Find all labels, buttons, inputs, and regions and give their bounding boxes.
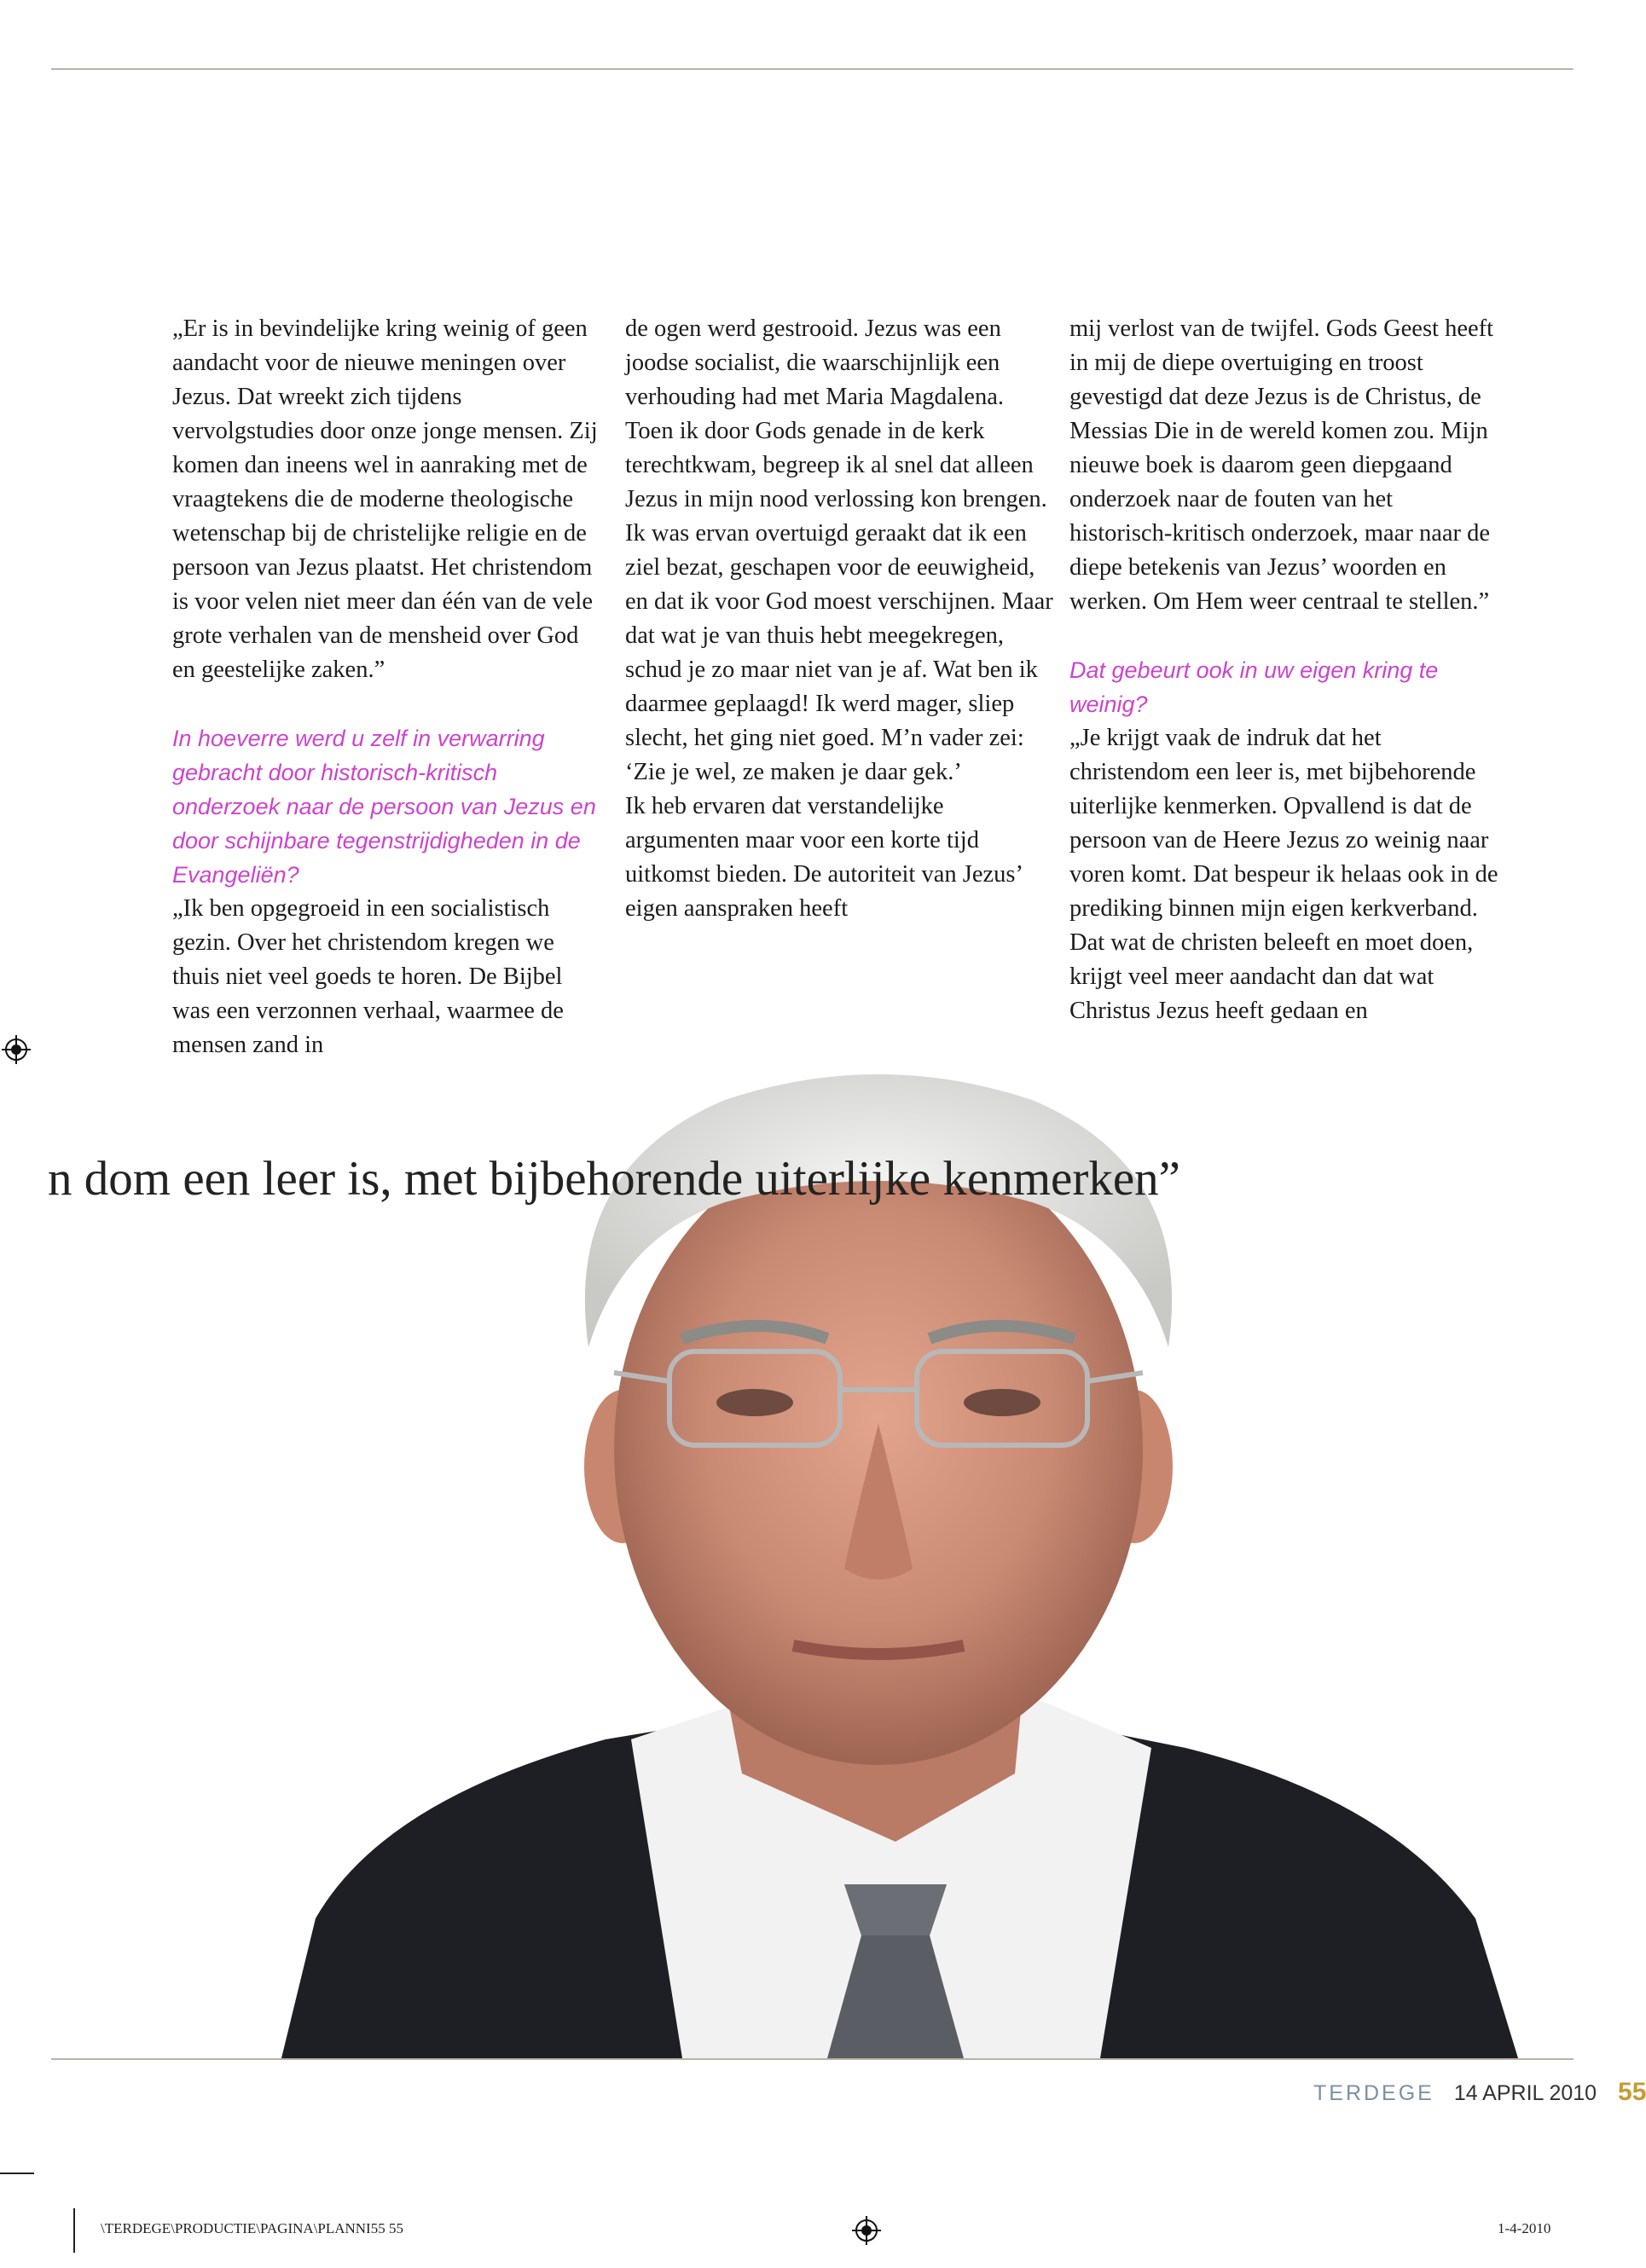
footer-magazine-name: TERDEGE	[1313, 2081, 1434, 2105]
footer-date: 14 APRIL 2010	[1453, 2081, 1597, 2105]
print-slug-date: 1-4-2010	[1498, 2220, 1551, 2236]
column-2-paragraph-1: de ogen werd gestrooid. Jezus was een joodse socialist, die waarschijnlijk een verhouding had met Maria Magdalena.	[625, 315, 1004, 410]
column-1-paragraph-2: „Ik ben opgegroeid in een socialistisch gezin. Over het christendom kregen we thuis niet veel goeds te horen. De Bijbel was een verzonnen verhaal, waarmee de mensen zand in	[172, 895, 564, 1058]
crop-mark	[0, 2173, 34, 2174]
article-column-3	[1069, 312, 1500, 1028]
portrait-photo	[281, 1066, 1518, 2058]
page-frame-bottom	[51, 2058, 1574, 2060]
column-3-paragraph-1: mij verlost van de twijfel. Gods Geest heeft in mij de diepe overtuiging en troost gevestigd dat deze Jezus is de Christus, de Messias Die in de wereld komen zou. Mijn nieuwe boek is daarom geen diepgaand onderzoek naar de fouten van het historisch-kritisch onderzoek, maar naar de diepe betekenis van Jezus’ woorden en werken. Om Hem weer centraal te stellen.”	[1069, 315, 1494, 615]
column-1-paragraph-1: „Er is in bevindelijke kring weinig of geen aandacht voor de nieuwe meningen over Jezus. Dat wreekt zich tijdens vervolgstudies door onze jonge mensen. Zij komen dan ineens wel in aanraking met de vraagtekens die de moderne theologische wetenschap bij de christelijke religie en de persoon van Jezus plaatst. Het christendom is voor velen niet meer dan één van de vele grote verhalen van de mensheid over God en geestelijke zaken.”	[172, 315, 598, 683]
interview-question-1: In hoeverre werd u zelf in verwarring gebracht door historisch-kritisch onderzoek naar de persoon van Jezus en door schijnbare tegenstrijdigheden in de Evangeliën?	[172, 726, 596, 888]
column-3-paragraph-2: „Je krijgt vaak de indruk dat het christendom een leer is, met bijbehorende uiterlijke kenmerken. Opvallend is dat de persoon van de Heere Jezus zo weinig naar voren komt. Dat bespeur ik helaas ook in de prediking binnen mijn eigen kerkverband. Dat wat de christen beleeft en moet doen, krijgt veel meer aandacht dan dat wat Christus Jezus heeft gedaan en	[1069, 725, 1498, 1024]
slug-rule	[73, 2208, 75, 2253]
registration-mark-icon	[852, 2216, 881, 2245]
page-number: 55	[1618, 2078, 1646, 2106]
page-footer	[1313, 2079, 1646, 2107]
interview-question-2: Dat gebeurt ook in uw eigen kring te weinig?	[1069, 657, 1439, 717]
pull-quote: n dom een leer is, met bijbehorende uiterlijke kenmerken”	[48, 1152, 1180, 1206]
column-2-paragraph-2: Toen ik door Gods genade in de kerk terechtkwam, begreep ik al snel dat alleen Jezus in mijn nood verlossing kon brengen. Ik was ervan overtuigd geraakt dat ik een ziel bezat, geschapen voor de eeuwigheid, en dat ik voor God moest verschijnen. Maar dat wat je van thuis hebt meegekregen, schud je zo maar niet van je af. Wat ben ik daarmee geplaagd! Ik werd mager, sliep slecht, het ging niet goed. M’n vader zei: ‘Zie je wel, ze maken je daar gek.’	[625, 418, 1053, 785]
column-2-paragraph-3: Ik heb ervaren dat verstandelijke argumenten maar voor een korte tijd uitkomst bieden. De autoriteit van Jezus’ eigen aanspraken heeft	[625, 793, 1022, 922]
article-column-2	[625, 312, 1056, 926]
page-frame-top	[51, 68, 1574, 70]
registration-mark-icon	[2, 1035, 31, 1064]
print-slug-path: \TERDEGE\PRODUCTIE\PAGINA\PLANNI55 55	[101, 2220, 403, 2236]
article-column-1	[172, 312, 603, 1062]
